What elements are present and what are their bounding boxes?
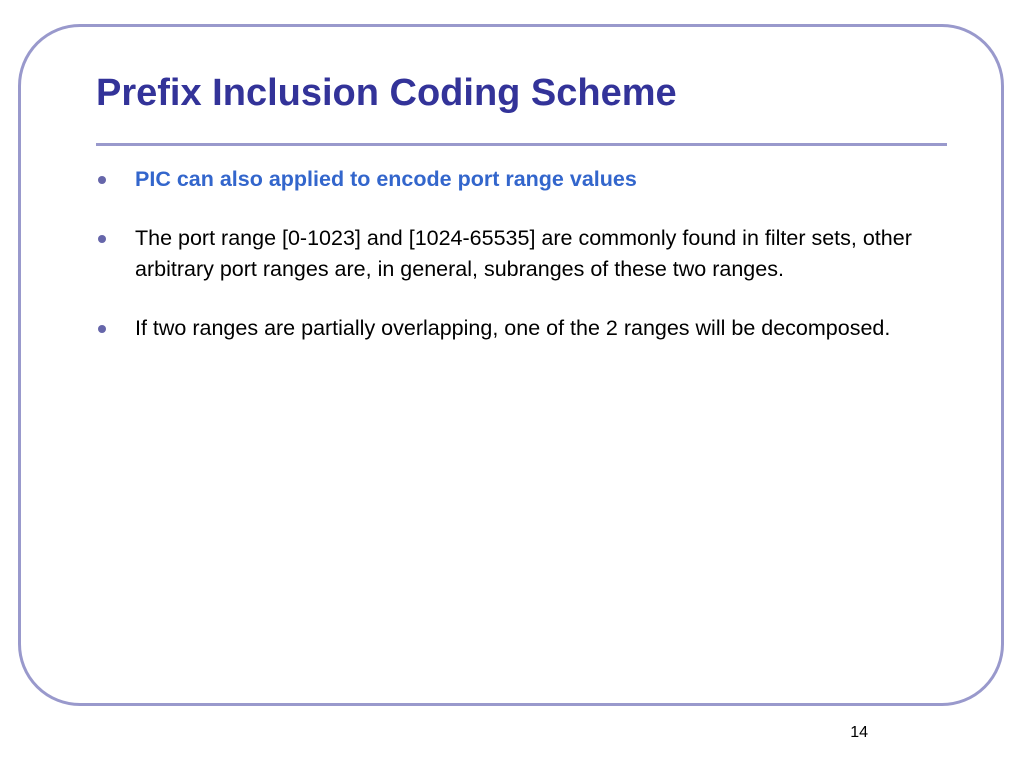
bullet-text: If two ranges are partially overlapping, one of the 2 ranges will be decomposed.: [135, 316, 891, 340]
bullet-item: [96, 164, 936, 195]
bullet-text: The port range [0-1023] and [1024-65535] are commonly found in filter sets, other arbitrary port ranges are, in general, subranges of these two ranges.: [135, 226, 912, 281]
bullet-item: [96, 223, 936, 285]
slide-frame: [18, 24, 1004, 706]
page-number: 14: [850, 724, 868, 741]
bullet-text: PIC can also applied to encode port range values: [135, 167, 637, 191]
bullet-dot-icon: [98, 235, 106, 243]
title-underline: [96, 143, 947, 146]
bullet-item: [96, 313, 936, 344]
slide-title: Prefix Inclusion Coding Scheme: [96, 72, 677, 114]
bullet-dot-icon: [98, 176, 106, 184]
bullet-dot-icon: [98, 325, 106, 333]
bullet-list: [96, 164, 936, 344]
